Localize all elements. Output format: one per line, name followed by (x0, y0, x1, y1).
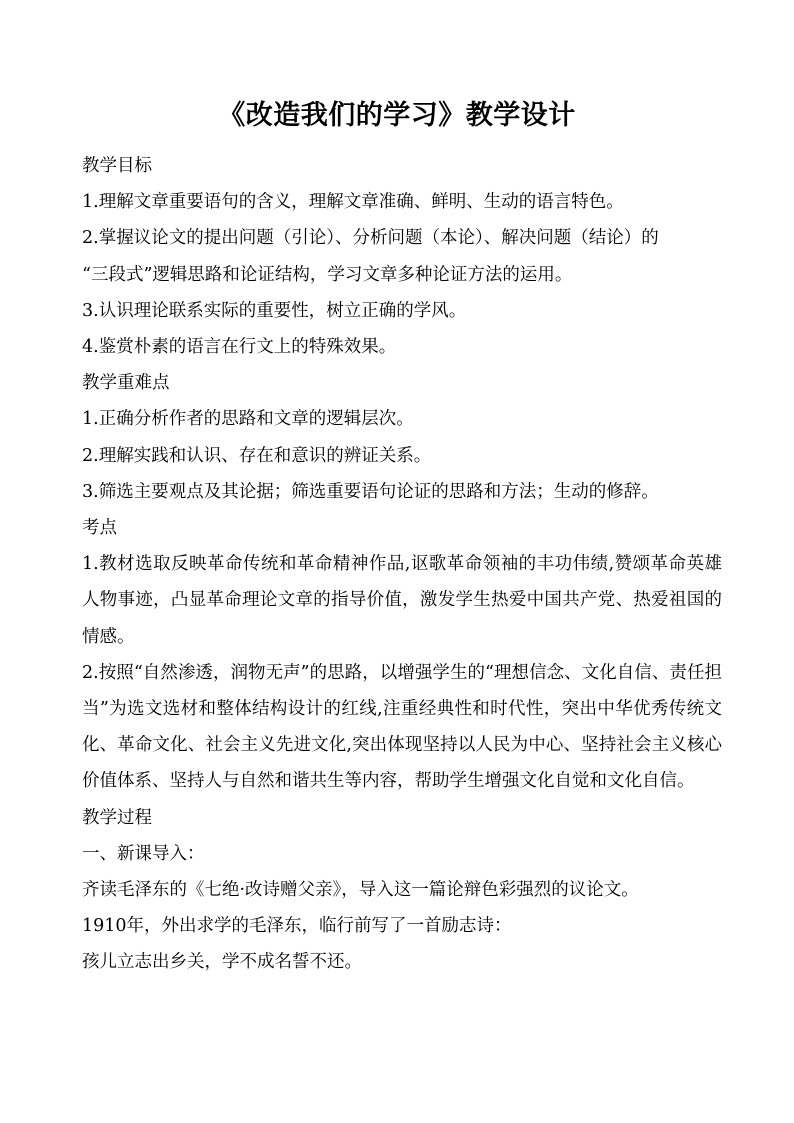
exam-points-heading: 考点 (82, 518, 117, 539)
process-item-3: 孩儿立志出乡关，学不成名誓不还。 (82, 952, 362, 973)
key-point-item-1: 1.正确分析作者的思路和文章的逻辑层次。 (82, 409, 414, 430)
exam-point-item-2: 2.按照“自然渗透，润物无声”的思路，以增强学生的“理想信念、文化自信、责任担当”为选文选材和整体结构设计的红线,注重经典性和时代性，突出中华优秀传统文化、革命文化、社会主义先进文化,突出体现坚持以人民为中心、坚持社会主义核心价值体系、坚持人与自然和谐共生等内容，帮助学生增强文化自觉和文化自信。 (82, 662, 722, 792)
document-body (82, 148, 722, 981)
objective-item-3: 3.认识理论联系实际的重要性，树立正确的学风。 (82, 300, 467, 321)
objectives-heading: 教学目标 (82, 156, 152, 176)
process-item-2: 1910年，外出求学的毛泽东，临行前写了一首励志诗： (82, 916, 512, 937)
exam-point-item-1: 1.教材选取反映革命传统和革命精神作品,讴歌革命领袖的丰功伟绩,赞颂革命英雄人物事迹，凸显革命理论文章的指导价值，激发学生热爱中国共产党、热爱祖国的情感。 (82, 554, 722, 647)
key-point-item-3: 3.筛选主要观点及其论据；筛选重要语句论证的思路和方法；生动的修辞。 (82, 481, 659, 502)
objective-item-4: 4.鉴赏朴素的语言在行文上的特殊效果。 (82, 337, 397, 358)
process-heading: 教学过程 (82, 807, 152, 828)
objective-item-2: 2.掌握议论文的提出问题（引论）、分析问题（本论）、解决问题（结论）的 (82, 228, 659, 249)
objective-item-1: 1.理解文章重要语句的含义，理解文章准确、鲜明、生动的语言特色。 (82, 192, 624, 213)
process-item-1: 齐读毛泽东的《七绝·改诗赠父亲》，导入这一篇论辩色彩强烈的议论文。 (82, 880, 639, 901)
key-point-item-2: 2.理解实践和认识、存在和意识的辨证关系。 (82, 445, 432, 466)
objective-item-2-continued: “三段式”逻辑思路和论证结构，学习文章多种论证方法的运用。 (82, 264, 573, 285)
key-points-heading: 教学重难点 (82, 373, 170, 394)
document-title: 《改造我们的学习》教学设计 (218, 100, 576, 131)
process-subheading: 一、新课导入： (82, 843, 205, 864)
